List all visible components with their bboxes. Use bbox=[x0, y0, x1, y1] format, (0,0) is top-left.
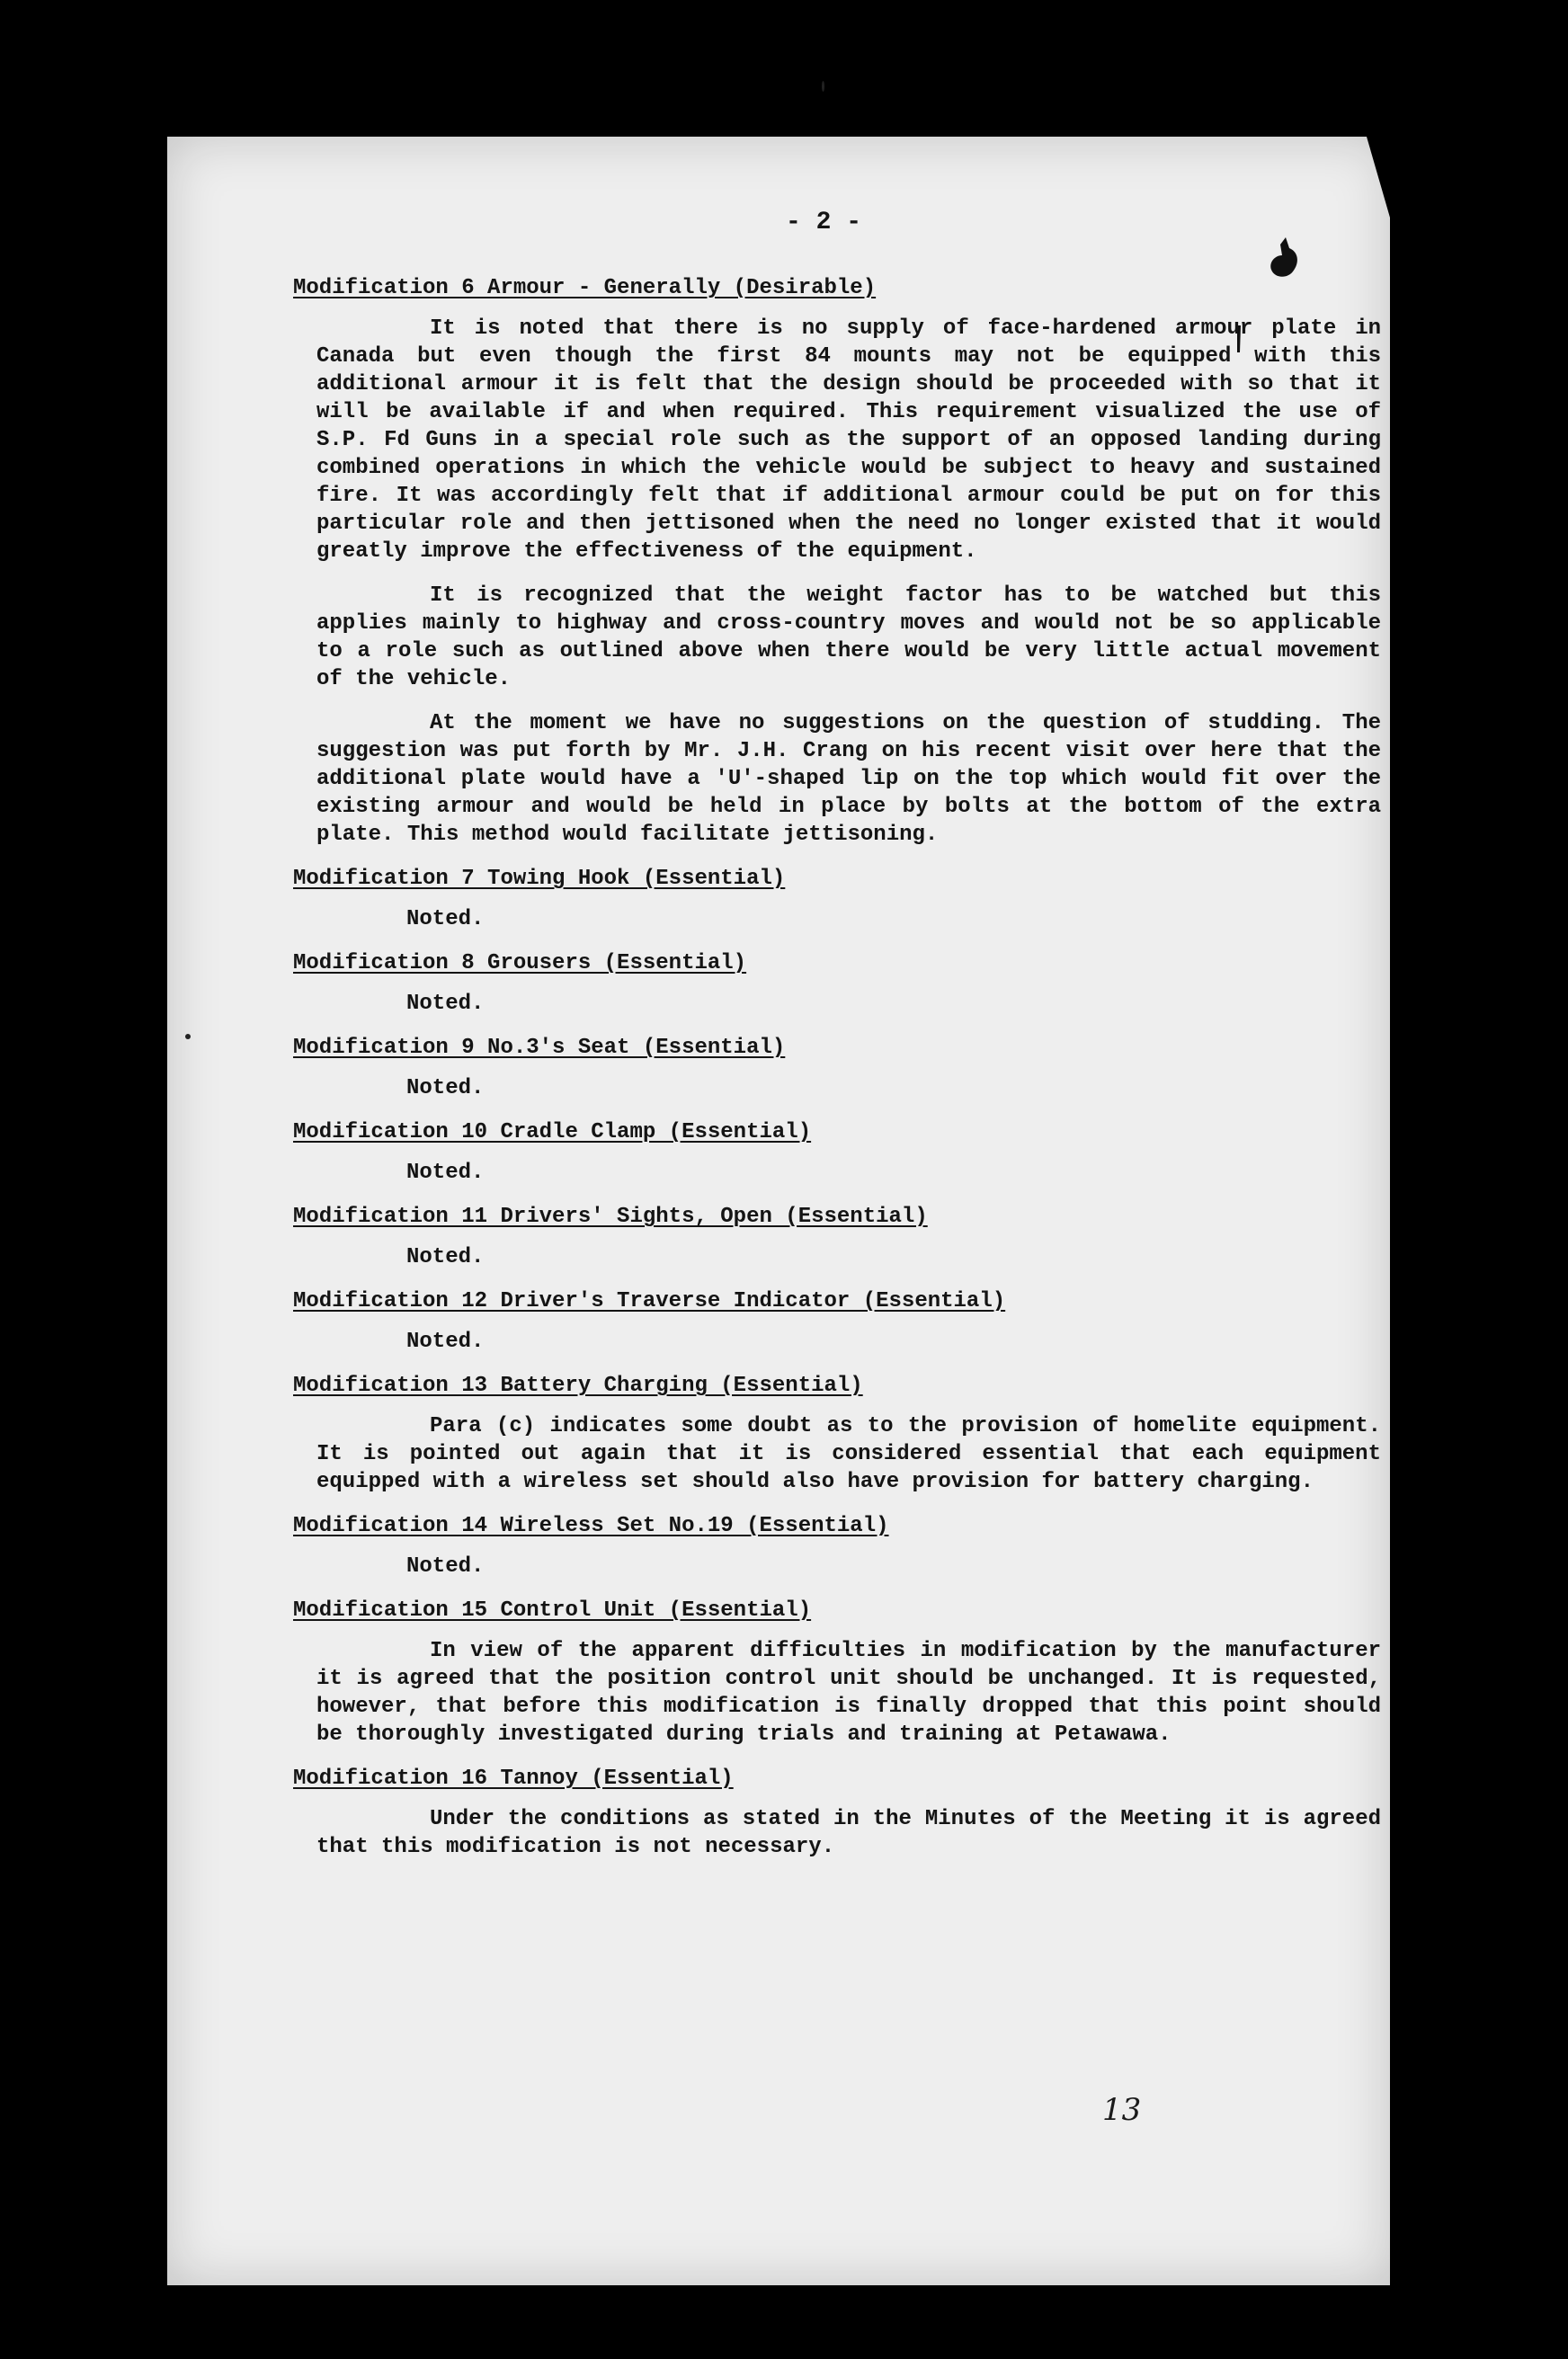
section-mod-11 bbox=[293, 1203, 1381, 1271]
section-heading: Modification 11 Drivers' Sights, Open (Essential) bbox=[293, 1205, 928, 1229]
section-heading: Modification 13 Battery Charging (Essential) bbox=[293, 1374, 863, 1398]
paragraph: In view of the apparent difficulties in modification by the manufacturer it is agreed that the position control unit should be unchanged. It is requested, however, that before this modification is finally dropped that this point should be thoroughly investigated during trials and training at Petawawa. bbox=[316, 1639, 1381, 1747]
paragraph: It is recognized that the weight factor has to be watched but this applies mainly to highway and cross-country moves and would not be so applicable to a role such as outlined above when there would be very little actual movement of the vehicle. bbox=[316, 583, 1381, 691]
section-mod-10 bbox=[293, 1118, 1381, 1187]
folded-corner bbox=[1367, 137, 1390, 218]
section-mod-16 bbox=[293, 1765, 1381, 1861]
section-mod-12 bbox=[293, 1287, 1381, 1356]
section-heading: Modification 6 Armour - Generally (Desirable) bbox=[293, 276, 877, 300]
page-number: - 2 - bbox=[785, 209, 861, 236]
noted-text: Noted. bbox=[406, 1554, 485, 1579]
section-heading: Modification 12 Driver's Traverse Indicator (Essential) bbox=[293, 1289, 1006, 1313]
document-page bbox=[167, 137, 1390, 2285]
section-heading: Modification 14 Wireless Set No.19 (Essential) bbox=[293, 1514, 889, 1538]
scan-speck bbox=[185, 1034, 191, 1039]
section-mod-14 bbox=[293, 1512, 1381, 1580]
section-mod-7 bbox=[293, 865, 1381, 933]
section-mod-6 bbox=[293, 274, 1381, 849]
section-mod-15 bbox=[293, 1597, 1381, 1749]
section-mod-8 bbox=[293, 949, 1381, 1018]
section-heading: Modification 16 Tannoy (Essential) bbox=[293, 1767, 734, 1791]
paragraph: Para (c) indicates some doubt as to the provision of homelite equipment. It is pointed out again that it is considered essential that each equipment equipped with a wireless set should also have provision for battery charging. bbox=[316, 1414, 1381, 1494]
noted-text: Noted. bbox=[406, 1076, 485, 1100]
section-mod-13 bbox=[293, 1372, 1381, 1496]
noted-text: Noted. bbox=[406, 907, 485, 931]
noted-text: Noted. bbox=[406, 1161, 485, 1185]
noted-text: Noted. bbox=[406, 1245, 485, 1269]
paragraph: At the moment we have no suggestions on the question of studding. The suggestion was put forth by Mr. J.H. Crang on his recent visit over here that the additional plate would have a 'U'-shaped lip on the top which would fit over the existing armour and would be held in place by bolts at the bottom of the extra plate. This method would facilitate jettisoning. bbox=[316, 711, 1381, 847]
section-heading: Modification 7 Towing Hook (Essential) bbox=[293, 867, 786, 891]
scan-speck bbox=[822, 81, 824, 92]
paragraph: It is noted that there is no supply of face-hardened armour plate in Canada but even though the first 84 mounts may not be equipped with this additional armour it is felt that the design should be proceeded with so that it will be available if and when required. This requirement visualized the use of S.P. Fd Guns in a special role such as the support of an opposed landing during combined operations in which the vehicle would be subject to heavy and sustained fire. It was accordingly felt that if additional armour could be put on for this particular role and then jettisoned when the need no longer existed that it would greatly improve the effectiveness of the equipment. bbox=[316, 316, 1381, 564]
section-heading: Modification 8 Grousers (Essential) bbox=[293, 951, 747, 975]
section-mod-9 bbox=[293, 1034, 1381, 1102]
section-heading: Modification 10 Cradle Clamp (Essential) bbox=[293, 1120, 812, 1144]
section-heading: Modification 15 Control Unit (Essential) bbox=[293, 1598, 812, 1623]
handwritten-folio-number: 13 bbox=[1102, 2092, 1142, 2128]
noted-text: Noted. bbox=[406, 1330, 485, 1354]
document-body bbox=[293, 209, 1381, 1877]
paragraph: Under the conditions as stated in the Minutes of the Meeting it is agreed that this modification is not necessary. bbox=[316, 1807, 1381, 1859]
noted-text: Noted. bbox=[406, 992, 485, 1016]
section-heading: Modification 9 No.3's Seat (Essential) bbox=[293, 1036, 786, 1060]
